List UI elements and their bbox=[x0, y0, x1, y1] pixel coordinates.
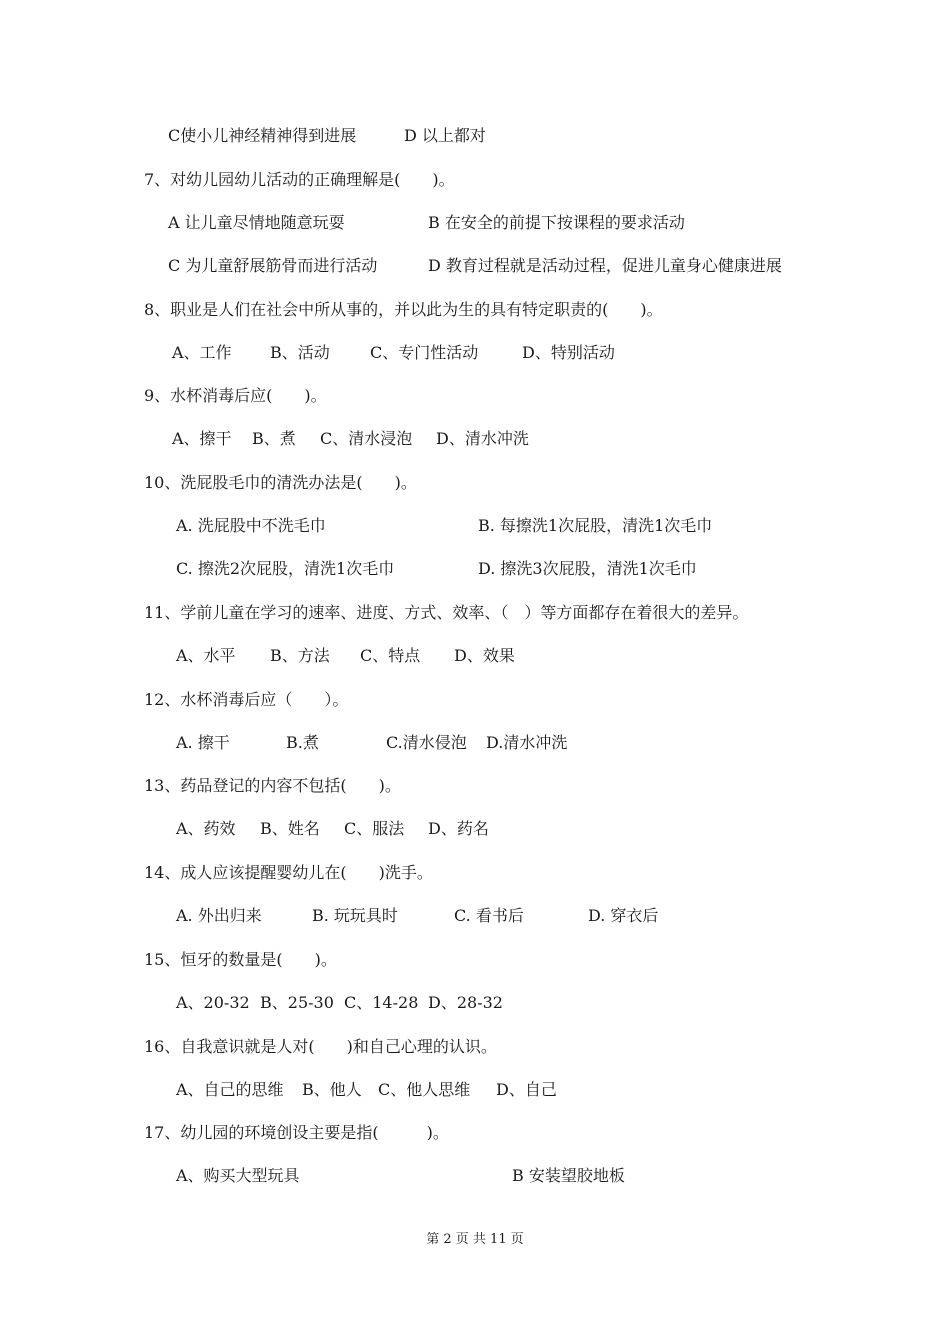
option-b: B、方法 bbox=[270, 646, 330, 665]
option-a: A、自己的思维 bbox=[176, 1080, 284, 1099]
option-c: C、他人思维 bbox=[378, 1080, 471, 1099]
option-b: B、他人 bbox=[302, 1080, 362, 1099]
option-a: A. 擦干 bbox=[176, 733, 230, 752]
option-d: D 教育过程就是活动过程，促进儿童身心健康进展 bbox=[428, 256, 782, 275]
question-10: 10、洗屁股毛巾的清洗办法是( )。 bbox=[144, 473, 417, 492]
question-7: 7、对幼儿园幼儿活动的正确理解是( )。 bbox=[144, 170, 455, 189]
option-c: C、服法 bbox=[344, 819, 405, 838]
option-a: A、20-32 bbox=[176, 993, 250, 1012]
question-15: 15、恒牙的数量是( )。 bbox=[144, 950, 337, 969]
option-d: D. 擦洗3次屁股，清洗1次毛巾 bbox=[478, 559, 697, 578]
option-a: A、擦干 bbox=[172, 429, 232, 448]
option-a: A. 洗屁股中不洗毛巾 bbox=[176, 516, 326, 535]
option-a: A、购买大型玩具 bbox=[176, 1166, 300, 1185]
option-b: B、煮 bbox=[252, 429, 296, 448]
option-d: D、特别活动 bbox=[522, 343, 615, 362]
option-d: D、清水冲洗 bbox=[436, 429, 529, 448]
question-8: 8、职业是人们在社会中所从事的，并以此为生的具有特定职责的( )。 bbox=[144, 300, 663, 319]
question-17: 17、幼儿园的环境创设主要是指( )。 bbox=[144, 1123, 449, 1142]
option-b: B. 每擦洗1次屁股，清洗1次毛巾 bbox=[478, 516, 713, 535]
option-c: C、14-28 bbox=[344, 993, 419, 1012]
option-d: D.清水冲洗 bbox=[486, 733, 568, 752]
option-a: A、工作 bbox=[172, 343, 232, 362]
option-c: C、专门性活动 bbox=[370, 343, 479, 362]
page-footer: 第 2 页 共 11 页 bbox=[426, 1232, 524, 1247]
option-b: B、25-30 bbox=[260, 993, 334, 1012]
option-d: D、自己 bbox=[496, 1080, 557, 1099]
question-14: 14、成人应该提醒婴幼儿在( )洗手。 bbox=[144, 863, 433, 882]
option-b: B. 玩玩具时 bbox=[312, 906, 398, 925]
option-c: C. 擦洗2次屁股，清洗1次毛巾 bbox=[176, 559, 395, 578]
option-c: C、特点 bbox=[360, 646, 421, 665]
option-d: D、28-32 bbox=[428, 993, 503, 1012]
question-13: 13、药品登记的内容不包括( )。 bbox=[144, 776, 401, 795]
option-c: C使小儿神经精神得到进展 bbox=[168, 126, 357, 145]
option-c: C 为儿童舒展筋骨而进行活动 bbox=[168, 256, 378, 275]
option-b: B.煮 bbox=[286, 733, 319, 752]
question-11: 11、学前儿童在学习的速率、进度、方式、效率、（ ）等方面都存在着很大的差异。 bbox=[144, 603, 749, 622]
option-b: B、姓名 bbox=[260, 819, 320, 838]
option-d: D. 穿衣后 bbox=[588, 906, 659, 925]
option-a: A、药效 bbox=[176, 819, 236, 838]
question-9: 9、水杯消毒后应( )。 bbox=[144, 386, 327, 405]
option-b: B 在安全的前提下按课程的要求活动 bbox=[428, 213, 685, 232]
option-b: B、活动 bbox=[270, 343, 330, 362]
option-c: C.清水侵泡 bbox=[386, 733, 467, 752]
option-b: B 安装望胶地板 bbox=[512, 1166, 625, 1185]
option-d: D、效果 bbox=[454, 646, 515, 665]
option-d: D、药名 bbox=[428, 819, 489, 838]
question-16: 16、自我意识就是人对( )和自己心理的认识。 bbox=[144, 1037, 497, 1056]
question-12: 12、水杯消毒后应（ ）。 bbox=[144, 690, 349, 709]
option-c: C. 看书后 bbox=[454, 906, 524, 925]
option-a: A、水平 bbox=[176, 646, 236, 665]
option-a: A 让儿童尽情地随意玩耍 bbox=[168, 213, 345, 232]
option-c: C、清水浸泡 bbox=[320, 429, 413, 448]
option-d: D 以上都对 bbox=[404, 126, 486, 145]
option-a: A. 外出归来 bbox=[176, 906, 262, 925]
